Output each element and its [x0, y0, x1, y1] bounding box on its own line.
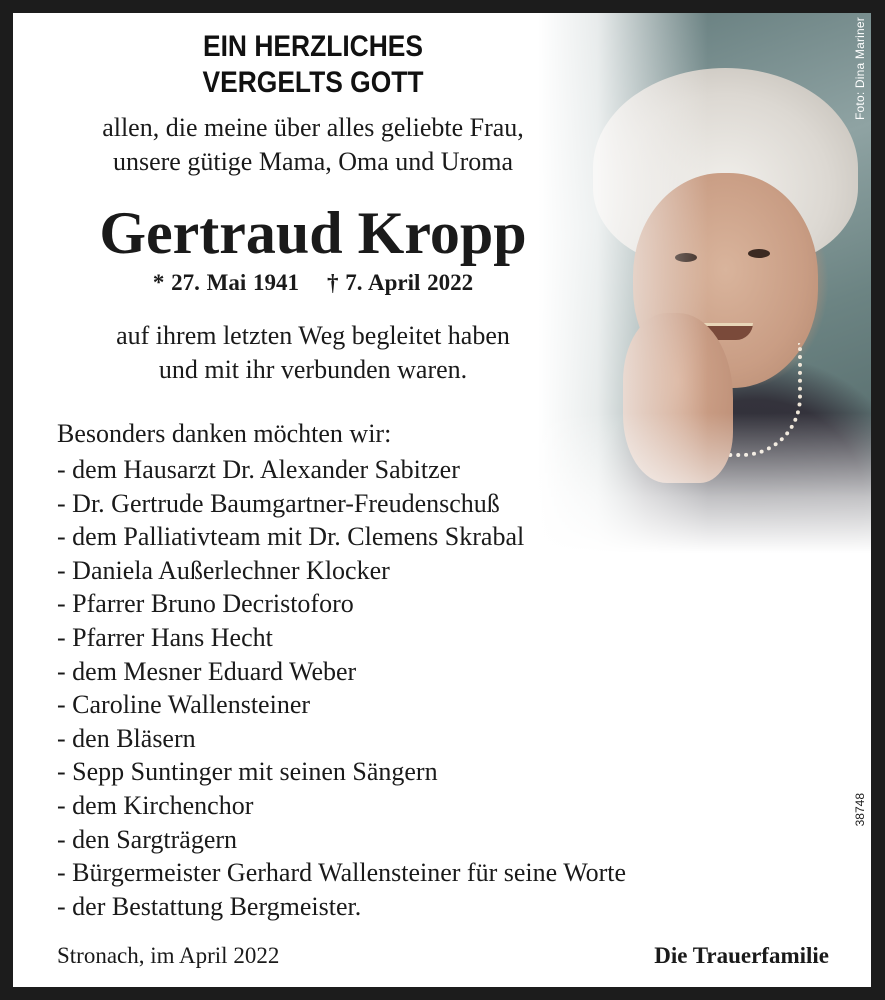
birth-date: * 27. Mai 1941 [152, 270, 299, 295]
outro-text [13, 319, 613, 387]
place-and-date: Stronach, im April 2022 [57, 943, 280, 968]
death-date: † 7. April 2022 [326, 270, 474, 295]
list-item: - dem Hausarzt Dr. Alexander Sabitzer [57, 453, 626, 487]
intro-line-2: unsere gütige Mama, Oma und Uroma [112, 147, 513, 176]
life-dates [13, 269, 613, 297]
list-item: - der Bestattung Bergmeister. [57, 890, 626, 924]
list-item: - dem Kirchenchor [57, 789, 626, 823]
outro-line-1: auf ihrem letzten Weg begleitet haben [116, 321, 510, 350]
list-item: - den Bläsern [57, 722, 626, 756]
thanks-list [57, 453, 626, 923]
intro-line-1: allen, die meine über alles geliebte Frau, [102, 113, 524, 142]
intro-text [13, 111, 613, 179]
list-item: - Bürgermeister Gerhard Wallensteiner für seine Worte [57, 856, 626, 890]
heading-line-1: EIN HERZLICHES [202, 30, 424, 63]
list-item: - Pfarrer Bruno Decristoforo [57, 587, 626, 621]
portrait-eye-right [748, 249, 770, 258]
list-item: - Sepp Suntinger mit seinen Sängern [57, 755, 626, 789]
list-item: - dem Palliativteam mit Dr. Clemens Skrabal [57, 520, 626, 554]
deceased-name: Gertraud Kropp [99, 200, 527, 266]
list-item: - Pfarrer Hans Hecht [57, 621, 626, 655]
obituary-card [13, 13, 871, 987]
outro-line-2: und mit ihr verbunden waren. [158, 355, 468, 384]
list-item: - Dr. Gertrude Baumgartner-Freudenschuß [57, 487, 626, 521]
photo-credit: Foto: Dina Mariner [853, 17, 867, 120]
ad-number: 38748 [853, 793, 867, 827]
list-item: - den Sargträgern [57, 823, 626, 857]
heading-line-2: VERGELTS GOTT [202, 66, 424, 99]
signature: Die Trauerfamilie [654, 943, 829, 968]
list-item: - Daniela Außerlechner Klocker [57, 554, 626, 588]
list-item: - dem Mesner Eduard Weber [57, 655, 626, 689]
list-item: - Caroline Wallensteiner [57, 688, 626, 722]
thanks-heading [49, 29, 577, 101]
thanks-title: Besonders danken möchten wir: [57, 419, 392, 448]
